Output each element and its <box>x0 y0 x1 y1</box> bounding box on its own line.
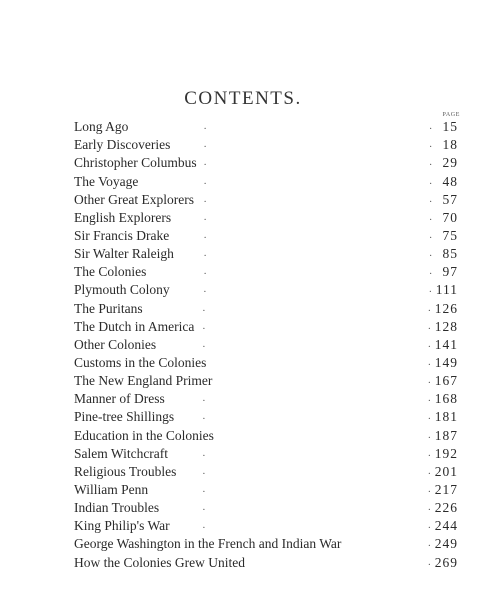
toc-leader-dots <box>163 499 431 517</box>
toc-leader-dots <box>178 408 431 426</box>
toc-entry-page: 181 <box>431 408 458 426</box>
toc-leader-dots <box>169 390 431 408</box>
toc-entry-page: 249 <box>431 535 458 553</box>
toc-leader-dots <box>345 535 430 553</box>
table-of-contents <box>74 118 458 572</box>
toc-entry-page: 217 <box>431 481 458 499</box>
toc-entry <box>74 463 458 481</box>
toc-entry-title: The Colonies <box>74 263 150 281</box>
toc-leader-dots <box>216 372 430 390</box>
toc-entry <box>74 390 458 408</box>
toc-entry-page: 244 <box>431 517 458 535</box>
toc-leader-dots <box>150 263 432 281</box>
toc-entry-page: 141 <box>431 336 458 354</box>
toc-entry <box>74 372 458 390</box>
toc-entry-title: Indian Troubles <box>74 499 163 517</box>
toc-entry-title: The Dutch in America <box>74 318 198 336</box>
toc-entry-page: 75 <box>432 227 458 245</box>
toc-entry-page: 111 <box>432 281 458 299</box>
toc-entry-title: Sir Walter Raleigh <box>74 245 178 263</box>
toc-leader-dots <box>174 136 432 154</box>
toc-entry-title: Other Great Explorers <box>74 191 198 209</box>
toc-entry-page: 187 <box>431 427 458 445</box>
toc-entry-page: 29 <box>432 154 458 172</box>
toc-entry-title: Other Colonies <box>74 336 160 354</box>
toc-leader-dots <box>198 318 430 336</box>
toc-entry <box>74 154 458 172</box>
toc-entry-page: 85 <box>432 245 458 263</box>
toc-entry <box>74 245 458 263</box>
toc-entry-title: Pine-tree Shillings <box>74 408 178 426</box>
toc-entry <box>74 136 458 154</box>
toc-entry-title: Plymouth Colony <box>74 281 174 299</box>
toc-entry-page: 128 <box>431 318 458 336</box>
toc-entry-title: Education in the Colonies <box>74 427 218 445</box>
toc-entry <box>74 481 458 499</box>
toc-leader-dots <box>132 118 432 136</box>
toc-leader-dots <box>174 281 432 299</box>
toc-entry <box>74 263 458 281</box>
toc-leader-dots <box>249 554 431 572</box>
toc-entry-page: 168 <box>431 390 458 408</box>
toc-entry <box>74 281 458 299</box>
toc-leader-dots <box>174 517 431 535</box>
toc-leader-dots <box>175 209 432 227</box>
toc-entry-page: 201 <box>431 463 458 481</box>
toc-leader-dots <box>142 173 432 191</box>
toc-entry <box>74 191 458 209</box>
toc-entry-page: 18 <box>432 136 458 154</box>
toc-leader-dots <box>198 191 432 209</box>
toc-entry-page: 167 <box>431 372 458 390</box>
toc-entry <box>74 354 458 372</box>
contents-title: CONTENTS. <box>184 88 302 109</box>
toc-entry <box>74 172 458 190</box>
toc-entry-title: Christopher Columbus <box>74 154 201 172</box>
toc-entry-title: The Voyage <box>74 173 142 191</box>
toc-entry <box>74 227 458 245</box>
toc-leader-dots <box>147 300 431 318</box>
toc-entry <box>74 209 458 227</box>
toc-entry <box>74 408 458 426</box>
toc-entry <box>74 445 458 463</box>
page-column-header: PAGE <box>442 112 460 118</box>
toc-entry-page: 70 <box>432 209 458 227</box>
toc-entry-title: Salem Witchcraft <box>74 445 172 463</box>
toc-entry <box>74 299 458 317</box>
toc-entry <box>74 499 458 517</box>
toc-entry-page: 57 <box>432 191 458 209</box>
toc-entry-title: William Penn <box>74 481 152 499</box>
toc-entry-title: English Explorers <box>74 209 175 227</box>
toc-entry-page: 226 <box>431 499 458 517</box>
toc-entry-page: 97 <box>432 263 458 281</box>
toc-leader-dots <box>180 463 430 481</box>
toc-entry-page: 269 <box>431 554 458 572</box>
toc-entry-title: Religious Troubles <box>74 463 180 481</box>
toc-entry <box>74 318 458 336</box>
toc-leader-dots <box>172 445 431 463</box>
toc-leader-dots <box>218 427 431 445</box>
toc-entry-title: Sir Francis Drake <box>74 227 173 245</box>
toc-entry <box>74 426 458 444</box>
toc-leader-dots <box>178 245 432 263</box>
toc-entry-title: The Puritans <box>74 300 147 318</box>
toc-entry <box>74 517 458 535</box>
toc-leader-dots <box>201 154 432 172</box>
toc-leader-dots <box>210 354 430 372</box>
toc-entry-page: 126 <box>431 300 458 318</box>
toc-leader-dots <box>160 336 431 354</box>
toc-entry-title: Long Ago <box>74 118 132 136</box>
toc-entry-page: 192 <box>431 445 458 463</box>
toc-entry-page: 48 <box>432 173 458 191</box>
toc-entry <box>74 336 458 354</box>
toc-entry-title: The New England Primer <box>74 372 216 390</box>
toc-entry <box>74 553 458 571</box>
toc-entry-page: 15 <box>432 118 458 136</box>
toc-leader-dots <box>173 227 432 245</box>
toc-entry-title: King Philip's War <box>74 517 174 535</box>
toc-entry-title: Manner of Dress <box>74 390 169 408</box>
toc-entry <box>74 118 458 136</box>
toc-entry-title: George Washington in the French and Indian War <box>74 535 345 553</box>
toc-entry <box>74 535 458 553</box>
toc-entry-title: How the Colonies Grew United <box>74 554 249 572</box>
toc-entry-title: Customs in the Colonies <box>74 354 210 372</box>
toc-leader-dots <box>152 481 431 499</box>
toc-entry-title: Early Discoveries <box>74 136 174 154</box>
toc-entry-page: 149 <box>431 354 458 372</box>
